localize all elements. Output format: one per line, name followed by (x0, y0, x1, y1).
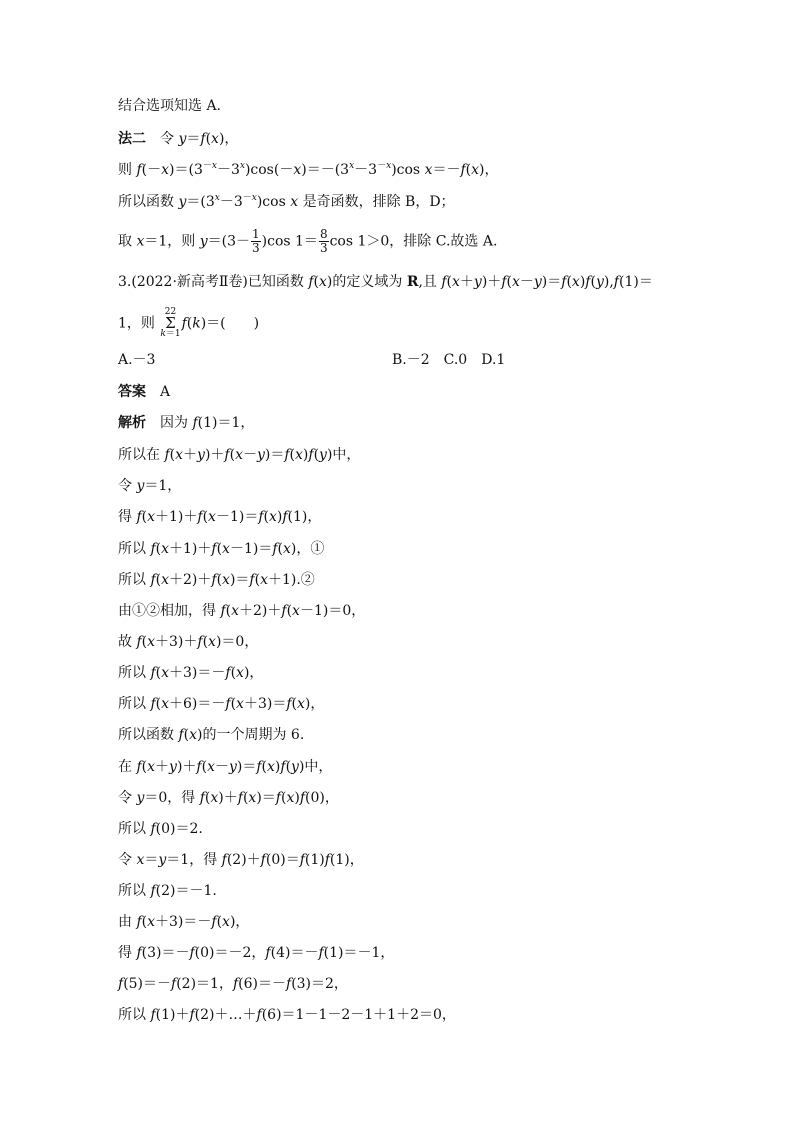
solution-line-13: 令 y＝0，得 f(x)＋f(x)＝f(x)f(0)， (118, 790, 339, 806)
solution-line-9: 所以 f(x＋3)＝－f(x)， (118, 665, 264, 681)
solution-line-19: f(5)＝－f(2)＝1，f(6)＝－f(3)＝2， (118, 976, 348, 992)
line-method-two: 法二 令 y＝f(x)， (118, 131, 239, 147)
answer-line: 答案 A (118, 384, 171, 400)
solution-line-18: 得 f(3)＝－f(0)＝－2，f(4)＝－f(1)＝－1， (118, 945, 395, 961)
solution-start: 解析 因为 f(1)＝1， (118, 415, 255, 431)
solution-line-16: 所以 f(2)＝－1. (118, 883, 217, 899)
solution-line-5: 所以 f(x＋1)＋f(x－1)＝f(x)，① (118, 541, 325, 557)
line-odd-check: 则 $f(-x)=(3^{-x}-3^x)\cos(-x)=-(3^x-3^{-x})\cos$ x＝－f(x)， (118, 161, 499, 178)
option-a: A.－3 (118, 352, 156, 368)
solution-line-3: 令 y＝1， (118, 478, 182, 494)
question-3-line2: 1，则 22 Σ k＝1f(k)＝( ) (118, 307, 260, 339)
solution-line-8: 故 f(x＋3)＋f(x)＝0， (118, 634, 259, 650)
solution-line-20: 所以 f(1)＋f(2)＋…＋f(6)＝1－1－2－1＋1＋2＝0， (118, 1007, 456, 1023)
options-bcd: B.－2 C.0 D.1 (392, 352, 506, 368)
solution-line-15: 令 x＝y＝1，得 f(2)＋f(0)＝f(1)f(1)， (118, 852, 364, 868)
line-take-x1: 取 x＝1，则 y＝(3－ $\frac{1}{3}$ )cos 1＝ $\frac{8}{3}$ cos 1＞0，排除 C.故选 A. (118, 227, 498, 255)
solution-line-7: 由①②相加，得 f(x＋2)＋f(x－1)＝0， (118, 603, 366, 619)
line-conclusion-a: 结合选项知选 A. (118, 98, 222, 114)
solution-line-14: 所以 f(0)＝2. (118, 821, 203, 837)
line-odd-function: 所以函数 $y=(3^x-3^{-x})\cos$ x 是奇函数，排除 B，D； (118, 193, 455, 210)
solution-line-11: 所以函数 f(x)的一个周期为 6. (118, 727, 305, 743)
solution-line-10: 所以 f(x＋6)＝－f(x＋3)＝f(x)， (118, 696, 325, 712)
solution-line-2: 所以在 f(x＋y)＋f(x－y)＝f(x)f(y)中， (118, 447, 361, 463)
solution-line-4: 得 f(x＋1)＋f(x－1)＝f(x)f(1)， (118, 509, 322, 525)
solution-line-6: 所以 f(x＋2)＋f(x)＝f(x＋1).② (118, 572, 315, 588)
solution-line-12: 在 f(x＋y)＋f(x－y)＝f(x)f(y)中， (118, 759, 333, 775)
solution-line-17: 由 f(x＋3)＝－f(x)， (118, 914, 250, 930)
question-3-line1: 3.(2022·新高考Ⅱ卷)已知函数 f(x)的定义域为 R,且 f(x＋y)＋f(x－y)＝f(x)f(y),f(1)＝ (118, 274, 653, 290)
